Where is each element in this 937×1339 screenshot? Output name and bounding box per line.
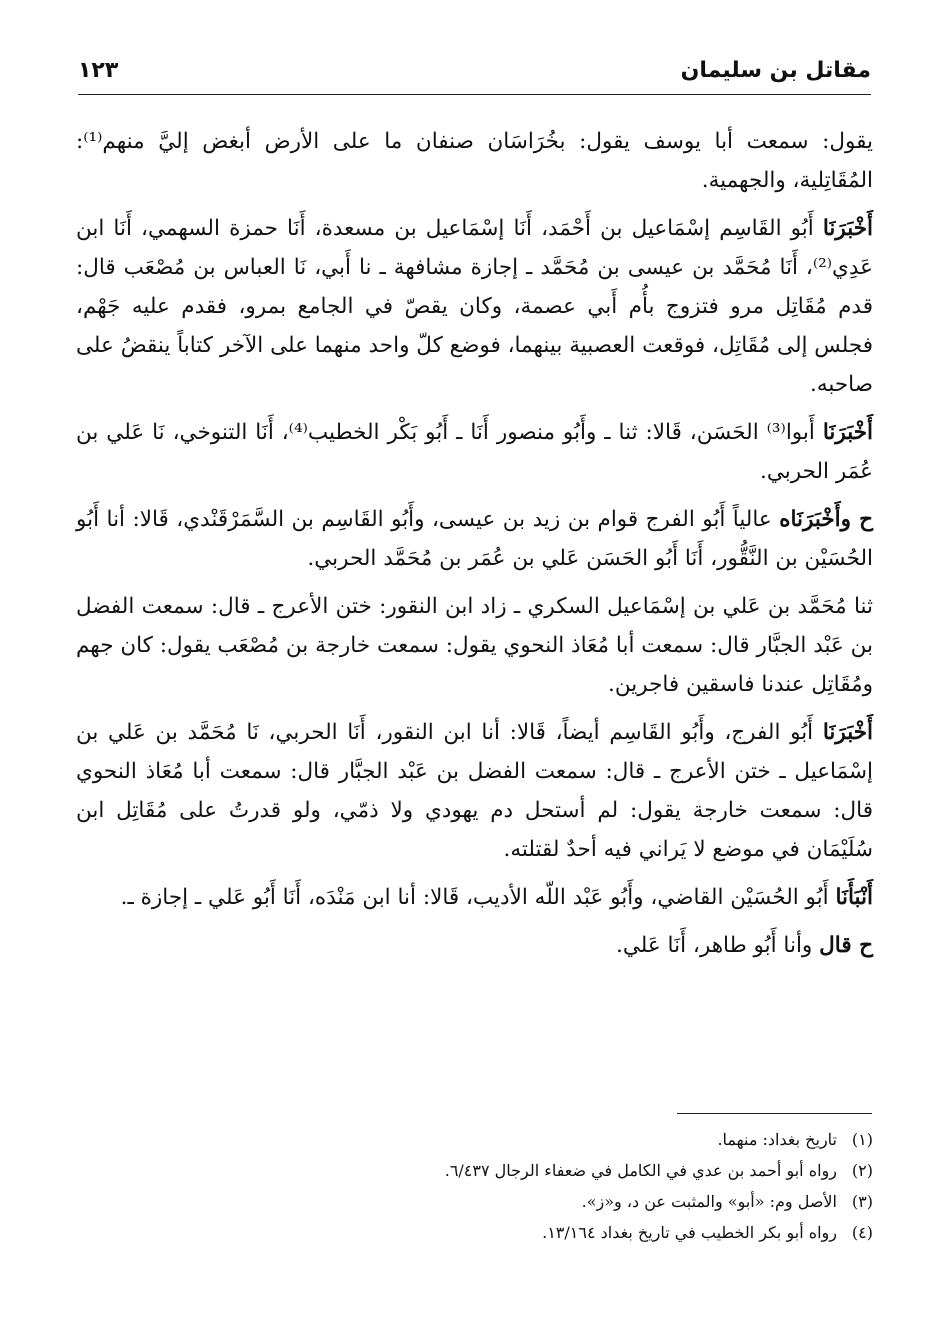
paragraph-text: أَبُو الفرج، وأَبُو القَاسِم أيضاً، قَالا: أنا ابن النقور، أَنَا الحربي، نَا مُحَمَّد بن عَلي بن إسْمَاعيل ـ ختن الأعرج ـ قال: سمعت الفضل بن عَبْد الجبَّار قال: سمعت أبا مُعَاذ النحوي قال: سمعت خارجة يقول: لم أستحل دم يهودي ولا ذمّي، ولو قدرتُ على مُقَاتِل ابن سُلَيْمَان في موضع لا يَراني فيه أحدٌ لقتلته. — [76, 720, 873, 862]
paragraph-2 — [76, 209, 873, 404]
footnote-text: تاريخ بغداد: منهما. — [717, 1130, 837, 1149]
paragraph-3 — [76, 413, 873, 491]
header-divider — [78, 94, 871, 95]
footnote-text: الأصل وم: «أبو» والمثبت عن د، و«ز». — [581, 1192, 837, 1211]
paragraph-text: ثنا مُحَمَّد بن عَلي بن إسْمَاعيل السكري ـ زاد ابن النقور: ختن الأعرج ـ قال: سمعت الفضل بن عَبْد الجبَّار قال: سمعت أبا مُعَاذ النحوي يقول: سمعت خارجة بن مُصْعَب يقول: كان جهم ومُقَاتِل عندنا فاسقين فاجرين. — [76, 594, 873, 697]
paragraph-keyword: أَنْبَأَنَا — [835, 885, 873, 910]
paragraph-text: أَبُو القَاسِم إسْمَاعيل بن أَحْمَد، أَنَا إسْمَاعيل بن مسعدة، أَنَا حمزة السهمي، أَنَا ابن عَدِي⁽²⁾، أَنَا مُحَمَّد بن عيسى بن مُحَمَّد ـ إجازة مشافهة ـ نا أَبي، نَا العباس بن مُصْعَب قال: قدم مُقَاتِل مرو فتزوج بأُم أَبي عصمة، وكان يقصّ في الجامع بمرو، فقدم عليه جَهْم، فجلس إلى مُقَاتِل، فوقعت العصبية بينهما، فوضع كلّ واحد منهما على الآخر كتاباً ينقضُ على صاحبه. — [76, 216, 873, 397]
footnote-number: (٣) — [851, 1192, 873, 1211]
paragraph-keyword: أَخْبَرَنَا — [822, 420, 873, 445]
footnote-number: (٤) — [851, 1223, 873, 1242]
footnote-number: (١) — [851, 1130, 873, 1149]
paragraph-5 — [76, 587, 873, 704]
footnote-text: رواه أبو بكر الخطيب في تاريخ بغداد ١٣/١٦٤. — [542, 1223, 837, 1242]
footnote-item — [200, 1186, 873, 1217]
paragraph-text: أَبوا⁽³⁾ الحَسَن، قَالا: ثنا ـ وأَبُو منصور أَنَا ـ أَبُو بَكْر الخطيب⁽⁴⁾، أَنَا التنوخي، نَا عَلي بن عُمَر الحربي. — [76, 420, 873, 484]
footnote-number: (٢) — [851, 1161, 873, 1180]
paragraph-text: وأنا أَبُو طاهر، أَنَا عَلي. — [616, 933, 813, 958]
paragraph-keyword: أَخْبَرَنَا — [822, 216, 874, 241]
paragraph-text: أَبُو الحُسَيْن القاضي، وأَبُو عَبْد اللّه الأديب، قَالا: أنا ابن مَنْدَه، أَنَا أَبُو عَلي ـ إجازة ـ. — [120, 885, 829, 910]
main-text — [76, 122, 873, 974]
footnote-item — [200, 1155, 873, 1186]
paragraph-7 — [76, 878, 873, 917]
running-header — [78, 58, 871, 94]
paragraph-text: يقول: سمعت أبا يوسف يقول: بخُرَاسَان صنفان ما على الأرض أبغض إليَّ منهم⁽¹⁾: المُقَاتِلية، والجهمية. — [76, 129, 873, 193]
paragraph-8 — [76, 926, 873, 965]
footnote-divider — [677, 1113, 872, 1114]
paragraph-text: عالياً أَبُو الفرج قوام بن زيد بن عيسى، وأَبُو القَاسِم بن السَّمَرْقَنْدي، قَالا: أنا أَبُو الحُسَيْن بن النَّقُّور، أَنَا أَبُو الحَسَن عَلي بن عُمَر بن مُحَمَّد الحربي. — [76, 507, 873, 571]
running-title: مقاتل بن سليمان — [680, 58, 871, 83]
paragraph-keyword: ح وأَخْبَرَنَاه — [779, 507, 873, 532]
footnote-item — [200, 1217, 873, 1248]
footnote-item — [200, 1124, 873, 1155]
paragraph-keyword: ح قال — [819, 933, 873, 958]
page-number: ١٢٣ — [78, 58, 119, 83]
paragraph-6 — [76, 713, 873, 869]
footnote-text: رواه أبو أحمد بن عدي في الكامل في ضعفاء الرجال ٦/٤٣٧. — [444, 1161, 837, 1180]
paragraph-1 — [76, 122, 873, 200]
paragraph-keyword: أَخْبَرَنَا — [822, 720, 873, 745]
paragraph-4 — [76, 500, 873, 578]
footnotes — [200, 1124, 873, 1248]
